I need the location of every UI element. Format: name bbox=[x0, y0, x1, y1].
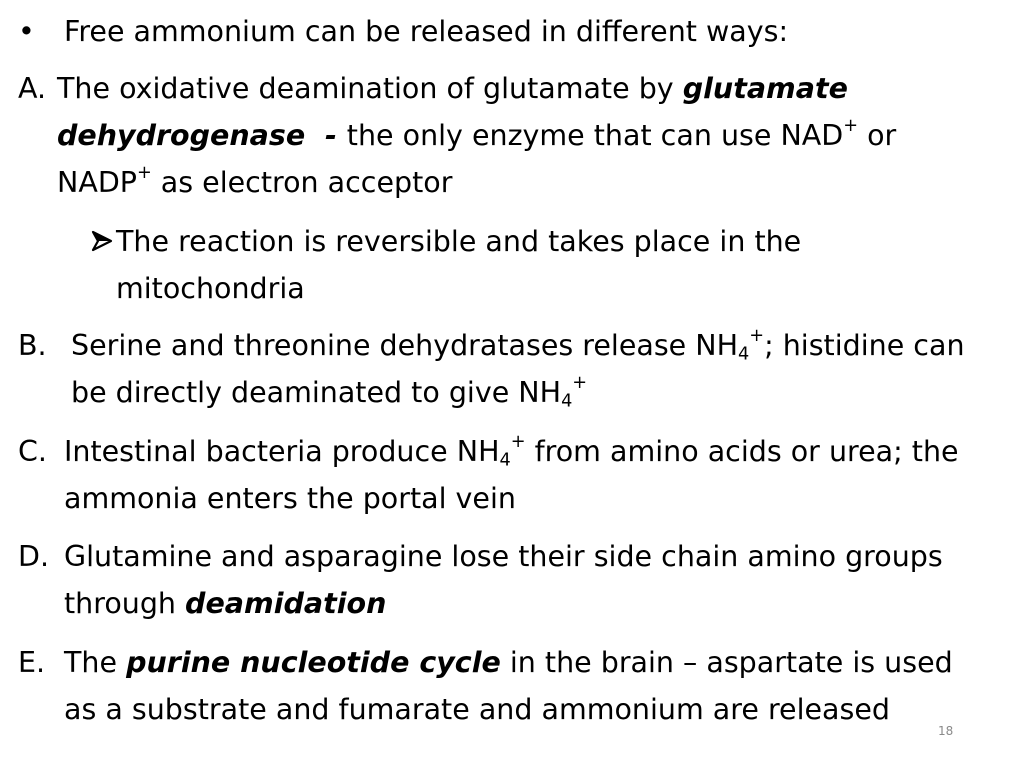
item-a-text bbox=[18, 65, 994, 206]
sub-item-text: The reaction is reversible and takes place in the mitochondria bbox=[116, 225, 802, 305]
item-c-marker: C. bbox=[18, 435, 47, 468]
list-item-b bbox=[18, 322, 994, 416]
list-item-e bbox=[18, 639, 994, 733]
item-c-text bbox=[18, 428, 994, 522]
item-b-text bbox=[18, 322, 994, 416]
item-a-text-part: as electron acceptor bbox=[151, 166, 453, 199]
sub-item-reversible bbox=[90, 218, 994, 312]
item-e-text-part: The bbox=[64, 646, 127, 679]
nad-charge: + bbox=[843, 115, 859, 136]
item-a-text-part: or NADP bbox=[57, 119, 897, 199]
item-d-text-part: Glutamine and asparagine lose their side chain amino groups through bbox=[64, 540, 943, 620]
nh4-charge: + bbox=[572, 372, 588, 393]
item-e-text-part: in the brain – aspartate is used as a substrate and fumarate and ammonium are released bbox=[64, 646, 953, 726]
list-item-d bbox=[18, 533, 994, 627]
nh4-subscript: 4 bbox=[738, 344, 750, 365]
item-e-marker: E. bbox=[18, 646, 46, 679]
item-b-marker: B. bbox=[18, 329, 47, 362]
item-d-marker: D. bbox=[18, 540, 50, 573]
item-b-text-part: ; histidine can be directly deaminated to give NH bbox=[71, 329, 965, 409]
intro-bullet bbox=[18, 8, 994, 55]
item-a-text-part: the only enzyme that can use NAD bbox=[346, 119, 844, 152]
list-item-c bbox=[18, 428, 994, 522]
nh4-charge: + bbox=[510, 431, 526, 452]
arrow-bullet-icon-svg bbox=[90, 229, 114, 253]
enzyme-name: glutamate dehydrogenase bbox=[57, 72, 848, 152]
bullet-marker: • bbox=[18, 15, 35, 48]
nadp-charge: + bbox=[136, 162, 152, 183]
arrow-bullet-icon bbox=[90, 218, 116, 265]
item-d-text bbox=[18, 533, 994, 627]
item-c-text-part: Intestinal bacteria produce NH bbox=[64, 435, 500, 468]
item-b-text-part: Serine and threonine dehydratases release NH bbox=[71, 329, 739, 362]
item-a-text-part: The oxidative deamination of glutamate by bbox=[57, 72, 683, 105]
nh4-subscript: 4 bbox=[561, 391, 573, 412]
item-a-marker: A. bbox=[18, 72, 47, 105]
nh4-subscript: 4 bbox=[499, 450, 511, 471]
nh4-charge: + bbox=[749, 325, 765, 346]
purine-cycle-term: purine nucleotide cycle bbox=[126, 646, 501, 679]
item-c-text-part: from amino acids or urea; the ammonia enters the portal vein bbox=[64, 435, 959, 515]
item-a-dash: - bbox=[305, 119, 347, 152]
slide-number: 18 bbox=[938, 724, 954, 738]
intro-text: Free ammonium can be released in different ways: bbox=[64, 15, 789, 48]
list-item-a bbox=[18, 65, 994, 206]
deamidation-term: deamidation bbox=[185, 587, 387, 620]
item-e-text bbox=[18, 639, 994, 733]
